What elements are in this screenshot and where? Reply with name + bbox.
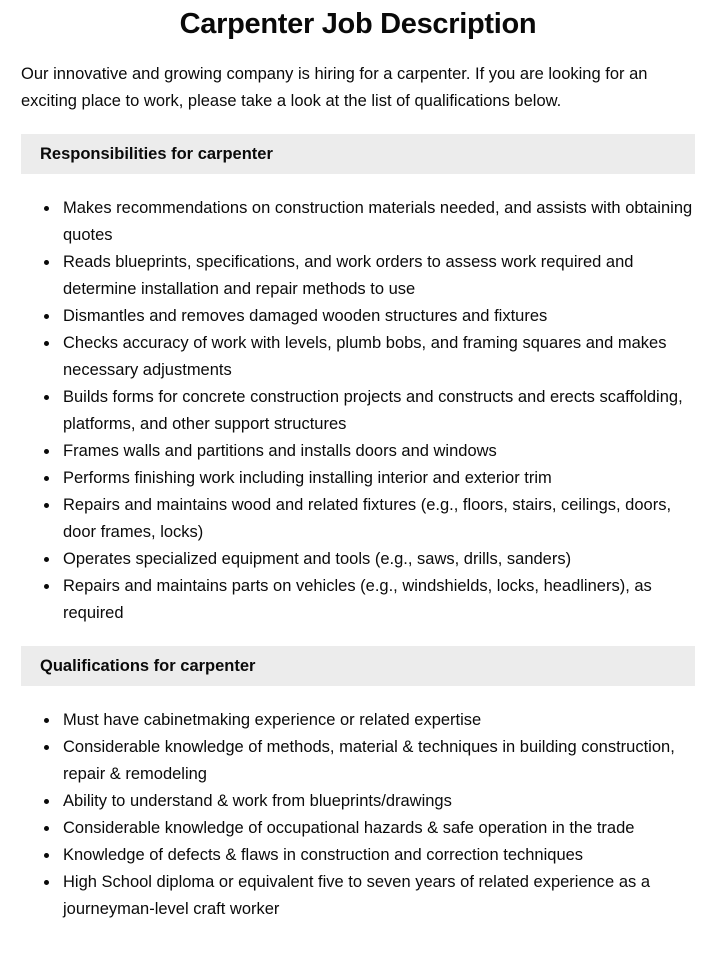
- list-item: • Considerable knowledge of methods, material & techniques in building construction, repair & remodeling: [60, 734, 695, 788]
- list-item: • Operates specialized equipment and tools (e.g., saws, drills, sanders): [60, 546, 695, 573]
- intro-paragraph: Our innovative and growing company is hiring for a carpenter. If you are looking for an exciting place to work, please take a look at the list of qualifications below.: [21, 65, 648, 110]
- list-item: • High School diploma or equivalent five to seven years of related experience as a journeyman-level craft worker: [60, 869, 695, 923]
- list-item: • Must have cabinetmaking experience or related expertise: [60, 707, 695, 734]
- list-item: • Repairs and maintains parts on vehicles (e.g., windshields, locks, headliners), as required: [60, 573, 695, 627]
- section-heading-qualifications: Qualifications for carpenter: [21, 646, 695, 686]
- page-title: Carpenter Job Description: [179, 8, 537, 40]
- section-responsibilities: [21, 134, 695, 627]
- list-item: • Builds forms for concrete construction projects and constructs and erects scaffolding, platforms, and other support structures: [60, 384, 695, 438]
- list-item: • Reads blueprints, specifications, and work orders to assess work required and determine installation and repair methods to use: [60, 249, 695, 303]
- list-item: • Makes recommendations on construction materials needed, and assists with obtaining quotes: [60, 195, 695, 249]
- list-item: • Checks accuracy of work with levels, plumb bobs, and framing squares and makes necessary adjustments: [60, 330, 695, 384]
- list-item: • Dismantles and removes damaged wooden structures and fixtures: [60, 303, 695, 330]
- list-item: • Frames walls and partitions and installs doors and windows: [60, 438, 695, 465]
- qualifications-list: [21, 707, 695, 923]
- section-qualifications: [21, 646, 695, 923]
- list-item: • Ability to understand & work from blueprints/drawings: [60, 788, 695, 815]
- list-item: • Repairs and maintains wood and related fixtures (e.g., floors, stairs, ceilings, doors, door frames, locks): [60, 492, 695, 546]
- list-item: • Performs finishing work including installing interior and exterior trim: [60, 465, 695, 492]
- list-item: • Knowledge of defects & flaws in construction and correction techniques: [60, 842, 695, 869]
- responsibilities-list: [21, 195, 695, 627]
- section-heading-responsibilities: Responsibilities for carpenter: [21, 134, 695, 174]
- list-item: • Considerable knowledge of occupational hazards & safe operation in the trade: [60, 815, 695, 842]
